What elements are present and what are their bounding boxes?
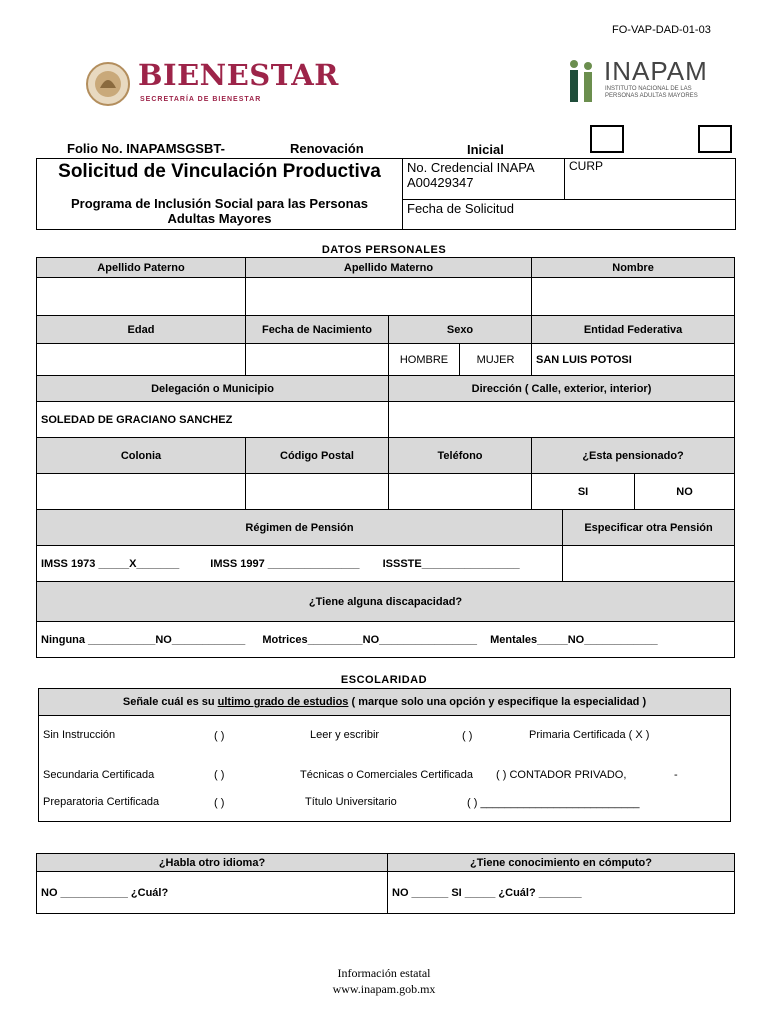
escolaridad-instruction — [39, 689, 730, 716]
program-subtitle-1: Programa de Inclusión Social para las Personas — [71, 196, 368, 211]
renovacion-checkbox[interactable] — [590, 125, 624, 153]
apellido-materno-header: Apellido Materno — [246, 258, 532, 278]
datos-personales-table — [36, 257, 735, 658]
footer-info: Información estatal — [337, 966, 431, 980]
program-subtitle-2: Adultas Mayores — [167, 211, 272, 226]
folio-label: Folio No. INAPAMSGSBT- — [67, 141, 225, 156]
form-code: FO-VAP-DAD-01-03 — [612, 24, 711, 36]
colonia-header: Colonia — [37, 438, 246, 474]
direccion-header: Dirección ( Calle, exterior, interior) — [389, 376, 735, 402]
computo-field[interactable]: NO ______ SI _____ ¿Cuál? _______ — [388, 872, 735, 914]
inapam-people-icon — [566, 58, 596, 104]
tecnicas-option[interactable]: ( ) CONTADOR PRIVADO, — [496, 769, 627, 781]
apellido-paterno-field[interactable] — [37, 278, 246, 316]
escolaridad-title: ESCOLARIDAD — [340, 674, 428, 686]
otra-pension-field[interactable] — [563, 546, 735, 582]
ninguna-option: Ninguna ___________NO____________ — [41, 633, 246, 646]
tecnicas-label: Técnicas o Comerciales Certificada — [300, 769, 474, 781]
motrices-option: Motrices_________NO________________ — [262, 633, 478, 646]
title-block — [36, 158, 736, 230]
credencial-cell[interactable] — [403, 159, 565, 200]
pensionado-header: ¿Esta pensionado? — [532, 438, 735, 474]
mentales-option: Mentales_____NO____________ — [490, 633, 658, 646]
instruction-post: ( marque solo una opción y especifique la especialidad ) — [348, 696, 647, 708]
inicial-checkbox[interactable] — [698, 125, 732, 153]
curp-label: CURP — [569, 159, 604, 173]
renovacion-label: Renovación — [290, 141, 364, 156]
nombre-header: Nombre — [532, 258, 735, 278]
sexo-header: Sexo — [389, 316, 532, 344]
nombre-field[interactable] — [532, 278, 735, 316]
entidad-header: Entidad Federativa — [532, 316, 735, 344]
inicial-label: Inicial — [467, 142, 504, 157]
form-title: Solicitud de Vinculación Productiva — [58, 161, 381, 182]
fecha-solicitud-cell[interactable] — [403, 200, 736, 230]
pensionado-no[interactable]: NO — [635, 474, 735, 510]
idiomas-computo-table — [36, 853, 735, 914]
bienestar-subtitle: SECRETARÍA DE BIENESTAR — [140, 96, 262, 103]
fecha-nacimiento-header: Fecha de Nacimiento — [246, 316, 389, 344]
colonia-field[interactable] — [37, 474, 246, 510]
inapam-subtitle-2: PERSONAS ADULTAS MAYORES — [605, 93, 698, 99]
entidad-field[interactable]: SAN LUIS POTOSI — [532, 344, 735, 376]
bienestar-wordmark: BIENESTAR — [138, 58, 339, 92]
datos-personales-title: DATOS PERSONALES — [321, 244, 447, 256]
secundaria-checkbox[interactable]: ( ) — [214, 769, 225, 781]
instruction-underlined: ultimo grado de estudios — [217, 696, 349, 708]
direccion-field[interactable] — [389, 402, 735, 438]
regimen-field[interactable] — [37, 546, 563, 582]
inapam-wordmark: INAPAM — [604, 56, 708, 86]
preparatoria-checkbox[interactable]: ( ) — [214, 797, 225, 809]
secundaria-label: Secundaria Certificada — [43, 769, 155, 781]
otra-pension-header: Especificar otra Pensión — [563, 510, 735, 546]
discapacidad-header: ¿Tiene alguna discapacidad? — [37, 582, 735, 622]
leer-escribir-checkbox[interactable]: ( ) — [462, 730, 473, 742]
bienestar-logo — [84, 58, 339, 110]
codigo-postal-field[interactable] — [246, 474, 389, 510]
mujer-option[interactable]: MUJER — [460, 344, 532, 376]
primaria-option[interactable]: Primaria Certificada ( X ) — [529, 729, 650, 741]
mexico-seal-icon — [84, 60, 132, 108]
edad-field[interactable] — [37, 344, 246, 376]
issste-option: ISSSTE________________ — [382, 557, 520, 570]
apellido-paterno-header: Apellido Paterno — [37, 258, 246, 278]
telefono-field[interactable] — [389, 474, 532, 510]
credencial-value: A00429347 — [407, 175, 474, 190]
telefono-header: Teléfono — [389, 438, 532, 474]
instruction-pre: Señale cuál es su — [122, 696, 218, 708]
codigo-postal-header: Código Postal — [246, 438, 389, 474]
apellido-materno-field[interactable] — [246, 278, 532, 316]
delegacion-header: Delegación o Municipio — [37, 376, 389, 402]
preparatoria-label: Preparatoria Certificada — [43, 796, 160, 808]
title-cell — [37, 159, 403, 230]
pensionado-si[interactable]: SI — [532, 474, 635, 510]
sin-instruccion-checkbox[interactable]: ( ) — [214, 730, 225, 742]
leer-escribir-label: Leer y escribir — [310, 729, 380, 741]
computo-header: ¿Tiene conocimiento en cómputo? — [388, 854, 735, 872]
fecha-nacimiento-field[interactable] — [246, 344, 389, 376]
imss1973-option: IMSS 1973 _____X_______ — [41, 557, 180, 570]
idioma-header: ¿Habla otro idioma? — [37, 854, 388, 872]
delegacion-field[interactable]: SOLEDAD DE GRACIANO SANCHEZ — [37, 402, 389, 438]
hombre-option[interactable]: HOMBRE — [389, 344, 460, 376]
tecnicas-dash: - — [674, 769, 678, 781]
imss1997-option: IMSS 1997 _______________ — [210, 557, 360, 570]
sin-instruccion-label: Sin Instrucción — [43, 729, 116, 741]
credencial-label: No. Credencial INAPA — [407, 160, 535, 175]
idioma-field[interactable]: NO ___________ ¿Cuál? — [37, 872, 388, 914]
titulo-option[interactable]: ( ) __________________________ — [467, 797, 640, 809]
edad-header: Edad — [37, 316, 246, 344]
regimen-header: Régimen de Pensión — [37, 510, 563, 546]
footer-url[interactable]: www.inapam.gob.mx — [332, 982, 436, 996]
fecha-solicitud-label: Fecha de Solicitud — [407, 201, 514, 216]
discapacidad-field[interactable] — [37, 622, 735, 658]
inapam-logo — [566, 56, 726, 104]
titulo-label: Título Universitario — [305, 796, 397, 808]
inapam-subtitle-1: INSTITUTO NACIONAL DE LAS — [605, 86, 692, 92]
curp-cell[interactable] — [565, 159, 736, 200]
